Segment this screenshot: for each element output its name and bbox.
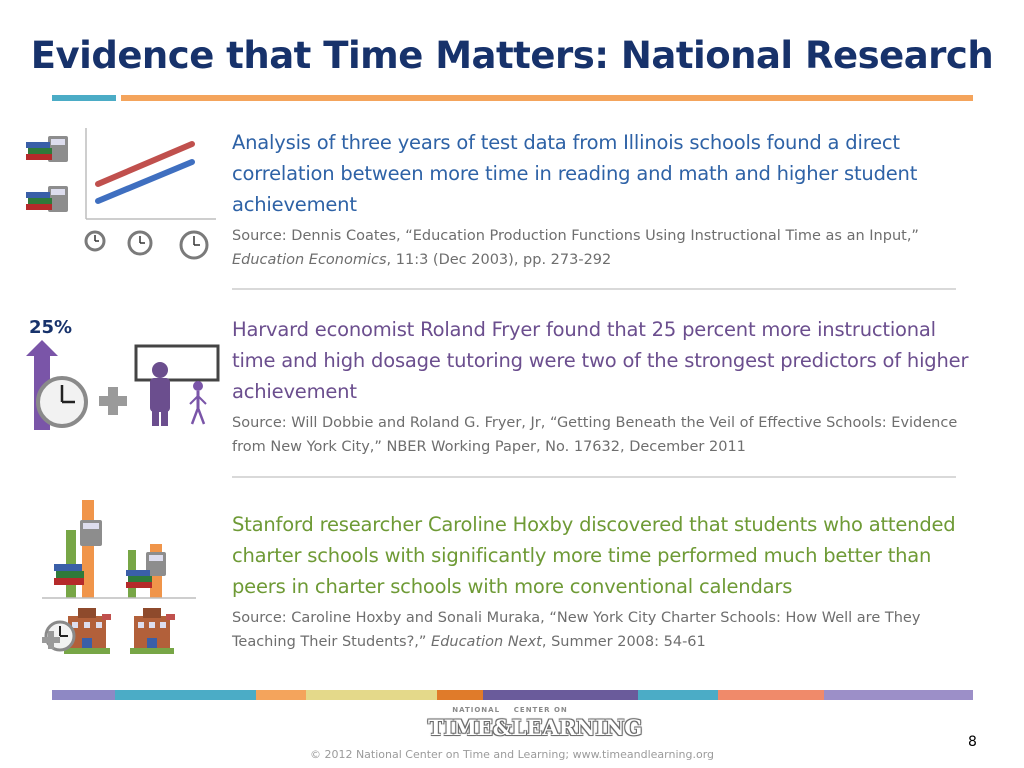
research-item-harvard bbox=[232, 314, 972, 459]
stanford-illustration bbox=[38, 498, 198, 660]
clock-icon bbox=[86, 232, 104, 250]
ntl-logo bbox=[422, 704, 643, 744]
flag-icon bbox=[102, 614, 111, 620]
slide-title: Evidence that Time Matters: National Research bbox=[30, 34, 994, 77]
color-segment bbox=[638, 690, 718, 700]
percent-label: 25% bbox=[29, 317, 73, 338]
item-headline: Analysis of three years of test data from Illinois schools found a direct correlation between more time in reading and math and higher student achievement bbox=[232, 131, 918, 216]
illinois-graph-illustration bbox=[22, 124, 218, 268]
color-segment bbox=[483, 690, 638, 700]
color-segment bbox=[52, 690, 115, 700]
books-calculator-icon bbox=[26, 186, 68, 212]
separator bbox=[232, 288, 956, 290]
item-headline: Stanford researcher Caroline Hoxby discovered that students who attended charter schools with significantly more time performed much better than peers in charter schools with more conventional calendars bbox=[232, 513, 956, 598]
student-icon bbox=[190, 381, 206, 424]
title-rule-accent bbox=[52, 95, 116, 101]
books-calculator-icon bbox=[26, 136, 68, 162]
item-source: Source: Caroline Hoxby and Sonali Muraka, “New York City Charter Schools: How Well are They Teaching Their Students?,” Education Next, Summer 2008: 54-61 bbox=[232, 610, 921, 650]
color-segment bbox=[306, 690, 437, 700]
color-segment bbox=[718, 690, 824, 700]
copyright-footer: © 2012 National Center on Time and Learning; www.timeandlearning.org bbox=[309, 748, 715, 761]
separator bbox=[232, 476, 956, 478]
flag-icon bbox=[166, 614, 175, 620]
color-segment bbox=[256, 690, 306, 700]
logo-top-text: NATIONAL CENTER ON bbox=[452, 706, 568, 714]
item-source: Source: Dennis Coates, “Education Production Functions Using Instructional Time as an Input,” Education Economics, 11:3 (Dec 2003), pp. 273-292 bbox=[232, 228, 919, 268]
books-calculator-icon bbox=[54, 520, 102, 585]
research-item-illinois bbox=[232, 127, 972, 272]
page-number: 8 bbox=[968, 734, 977, 750]
title-rule bbox=[121, 95, 973, 101]
fryer-illustration bbox=[22, 340, 222, 436]
clock-icon bbox=[38, 378, 86, 426]
color-segment bbox=[824, 690, 973, 700]
item-headline: Harvard economist Roland Fryer found that 25 percent more instructional time and high dosage tutoring were two of the strongest predictors of higher achievement bbox=[232, 318, 969, 403]
clock-icon bbox=[181, 232, 207, 258]
color-segment bbox=[437, 690, 483, 700]
line-graph-icon bbox=[98, 144, 192, 184]
clock-icon bbox=[129, 232, 151, 254]
color-segment bbox=[115, 690, 256, 700]
research-item-stanford bbox=[232, 509, 972, 654]
teacher-icon bbox=[150, 362, 170, 426]
item-source: Source: Will Dobbie and Roland G. Fryer, Jr, “Getting Beneath the Veil of Effective Schools: Evidence from New York City,” NBER Working Paper, No. 17632, December 2011 bbox=[232, 415, 958, 455]
plus-icon bbox=[99, 387, 127, 415]
logo-main-text: TIME&LEARNING bbox=[428, 715, 643, 740]
footer-color-bar bbox=[52, 690, 973, 700]
